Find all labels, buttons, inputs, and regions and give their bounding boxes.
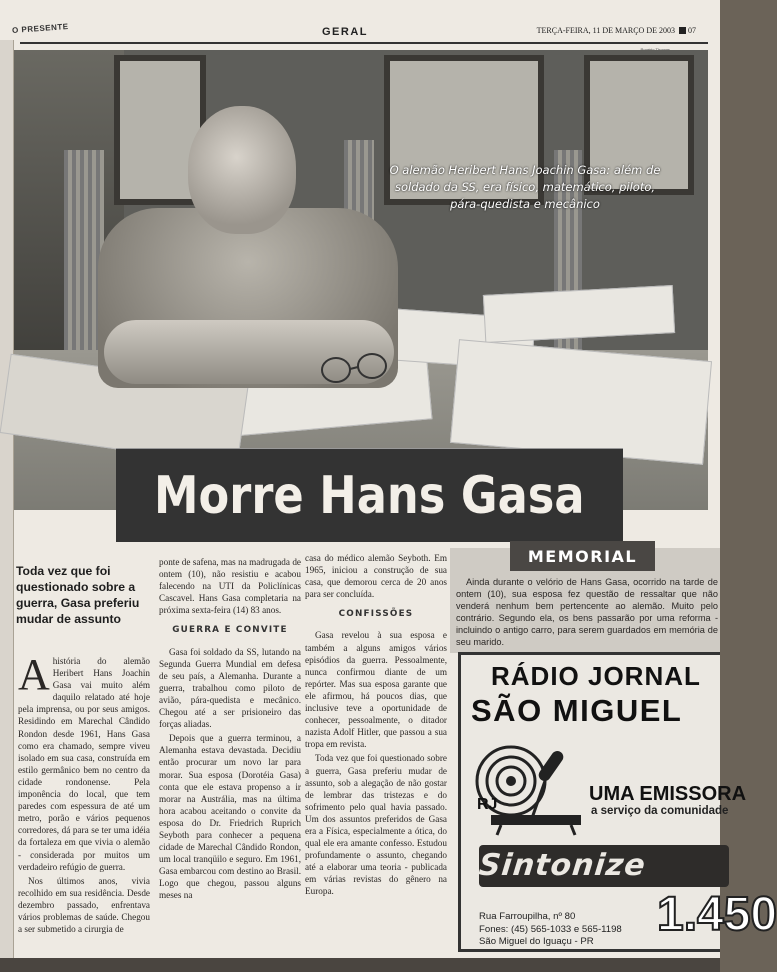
article-paragraph: Nos últimos anos, vivia recolhido em sua residência. Desde dezembro passado, enfrentava vários problemas de saúde. Chegou a ser submetido a cirurgia de	[18, 875, 150, 935]
paragraph-text: história do alemão Heribert Hans Joachin Gasa vai muito além daquilo relatado até hoje pela imprensa, ou por seus amigos. Residindo em Marechal Cândido Rondon desde 1961, Hans Gasa como era chamado, sempre viveu isolado em sua casa, construída em estilo germânico bem no centro da cidade rondonense. Pela imponência do local, que tem paredes com espessura de até um metro, porão e vários pequenos corredores, dá para se ter uma idéia da fortaleza em que vivia o alemão - considerada por muitos um verdadeiro refúgio de guerra.	[18, 656, 150, 872]
article-paragraph: ponte de safena, mas na madrugada de ontem (10), não resistiu e acabou falecendo na UTI da Policlínicas Cascavel. Hans Gasa completaria na próxima sexta-feira (14) 83 anos.	[159, 557, 301, 616]
city-line: São Miguel do Iguaçu - PR	[479, 936, 594, 947]
photo-man-head	[188, 106, 296, 234]
issue-date: TERÇA-FEIRA, 11 DE MARÇO DE 2003	[536, 26, 675, 35]
photo-document	[450, 339, 712, 465]
ad-slogan: UMA EMISSORA	[589, 783, 747, 805]
ad-title-line1: RÁDIO JORNAL	[491, 661, 701, 691]
ad-band-text: Sintonize	[477, 848, 648, 883]
memorial-title: MEMORIAL	[510, 541, 655, 571]
eyeglasses-icon	[314, 340, 404, 400]
article-column-3	[305, 552, 447, 900]
date-and-page	[537, 26, 696, 35]
page-header	[8, 22, 708, 44]
caption-line: O alemão Heribert Hans Joachin Gasa: além de	[389, 163, 661, 177]
article-photo	[14, 50, 708, 500]
memorial-text: Ainda durante o velório de Hans Gasa, ocorrido na tarde de ontem (10), sua esposa fez questão de ressaltar que não venderá nenhum bem pertencente ao alemão. Muito pelo contrário. Segundo ela, os bens passarão por uma reforma - incluindo o antigo carro, para serem guardados em memória de seu marido.	[456, 577, 718, 647]
headline-box	[116, 448, 623, 542]
page-number: 07	[688, 26, 696, 35]
logo-letters: RJ	[477, 796, 498, 813]
photo-document	[483, 285, 675, 343]
article-column-1	[18, 650, 150, 937]
radio-advertisement	[458, 652, 777, 952]
header-rule	[20, 42, 708, 44]
caption-line: soldado da SS, era físico, matemático, piloto,	[394, 180, 656, 194]
article-paragraph: Toda vez que foi questionado sobre a guerra, Gasa preferiu mudar de assunto, sob a alegação de não gostar de lembrar das tristezas e do sofrimento pelo qual havia passado. Um dos assuntos preferidos de Gasa era a Física, especialmente a ótica, do qual ele era amante confesso. Estudou profundamente o assunto, chegando até a elaborar uma teoria - publicada em várias revistas do gênero na Europa.	[305, 753, 447, 897]
headline: Morre Hans Gasa	[154, 465, 585, 526]
article-column-2	[159, 556, 301, 904]
previous-page-edge	[0, 40, 14, 972]
paper-name: O PRESENTE	[11, 22, 69, 35]
radio-logo-icon	[471, 741, 589, 837]
subhead-guerra: GUERRA E CONVITE	[172, 625, 288, 636]
ad-title-line2: SÃO MIGUEL	[471, 693, 683, 728]
subhead-confissoes: CONFISSÕES	[338, 609, 414, 620]
page-bottom-shadow	[0, 958, 720, 972]
section-name: GERAL	[322, 26, 368, 38]
caption-line: pára-quedista e mecânico	[450, 197, 600, 211]
address-line: Rua Farroupilha, nº 80	[479, 911, 576, 922]
ad-address	[479, 911, 622, 949]
square-bullet-icon	[679, 27, 686, 34]
phone-line: Fones: (45) 565-1033 e 565-1198	[479, 923, 622, 935]
lead-text: Toda vez que foi questionado sobre a guerra, Gasa preferiu mudar de assunto	[16, 564, 140, 626]
photo-caption	[360, 162, 690, 213]
article-paragraph: Gasa revelou à sua esposa e também a alguns amigos vários episódios da guerra. Pessoalmente, nunca confirmou diante de um repórter. Mas sua esposa garante que ele afirmou, há poucos dias, que inclusive teve a oportunidade de conhecer, pessoalmente, o ditador nazista Adolf Hitler, que passou a sua tropa em revista.	[305, 630, 447, 750]
ad-frequency: 1.450	[657, 888, 777, 941]
drop-cap: A	[18, 650, 50, 699]
ad-slogan-sub: a serviço da comunidade	[591, 805, 729, 817]
article-paragraph: Depois que a guerra terminou, a Alemanha estava devastada. Decidiu então procurar um novo lar para morar. Sua esposa (Dorotéia Gasa) conta que ele estava propenso a ir morar na Austrália, mas na última hora acabou aceitando o convite da esposa do Dr. Friedrich Ruprich Seyboth para conhecer a pequena cidade de Marechal Cândido Rondon, um local tranqüilo e seguro. Em 1961, Gasa embarcou com destino ao Brasil. Logo que chegou, passou alguns meses na	[159, 733, 301, 901]
article-paragraph: Gasa foi soldado da SS, lutando na Segunda Guerra Mundial em defesa de seu país, a Alemanha. Durante a guerra, trabalhou como piloto de avião, pára-quedista e mecânico. Chegou até a ser prisioneiro das forças aliadas.	[159, 646, 301, 730]
article-paragraph	[18, 650, 150, 873]
article-paragraph: casa do médico alemão Seyboth. Em 1965, iniciou a construção de sua casa, que demorou cerca de 20 anos para ser concluída.	[305, 553, 447, 600]
